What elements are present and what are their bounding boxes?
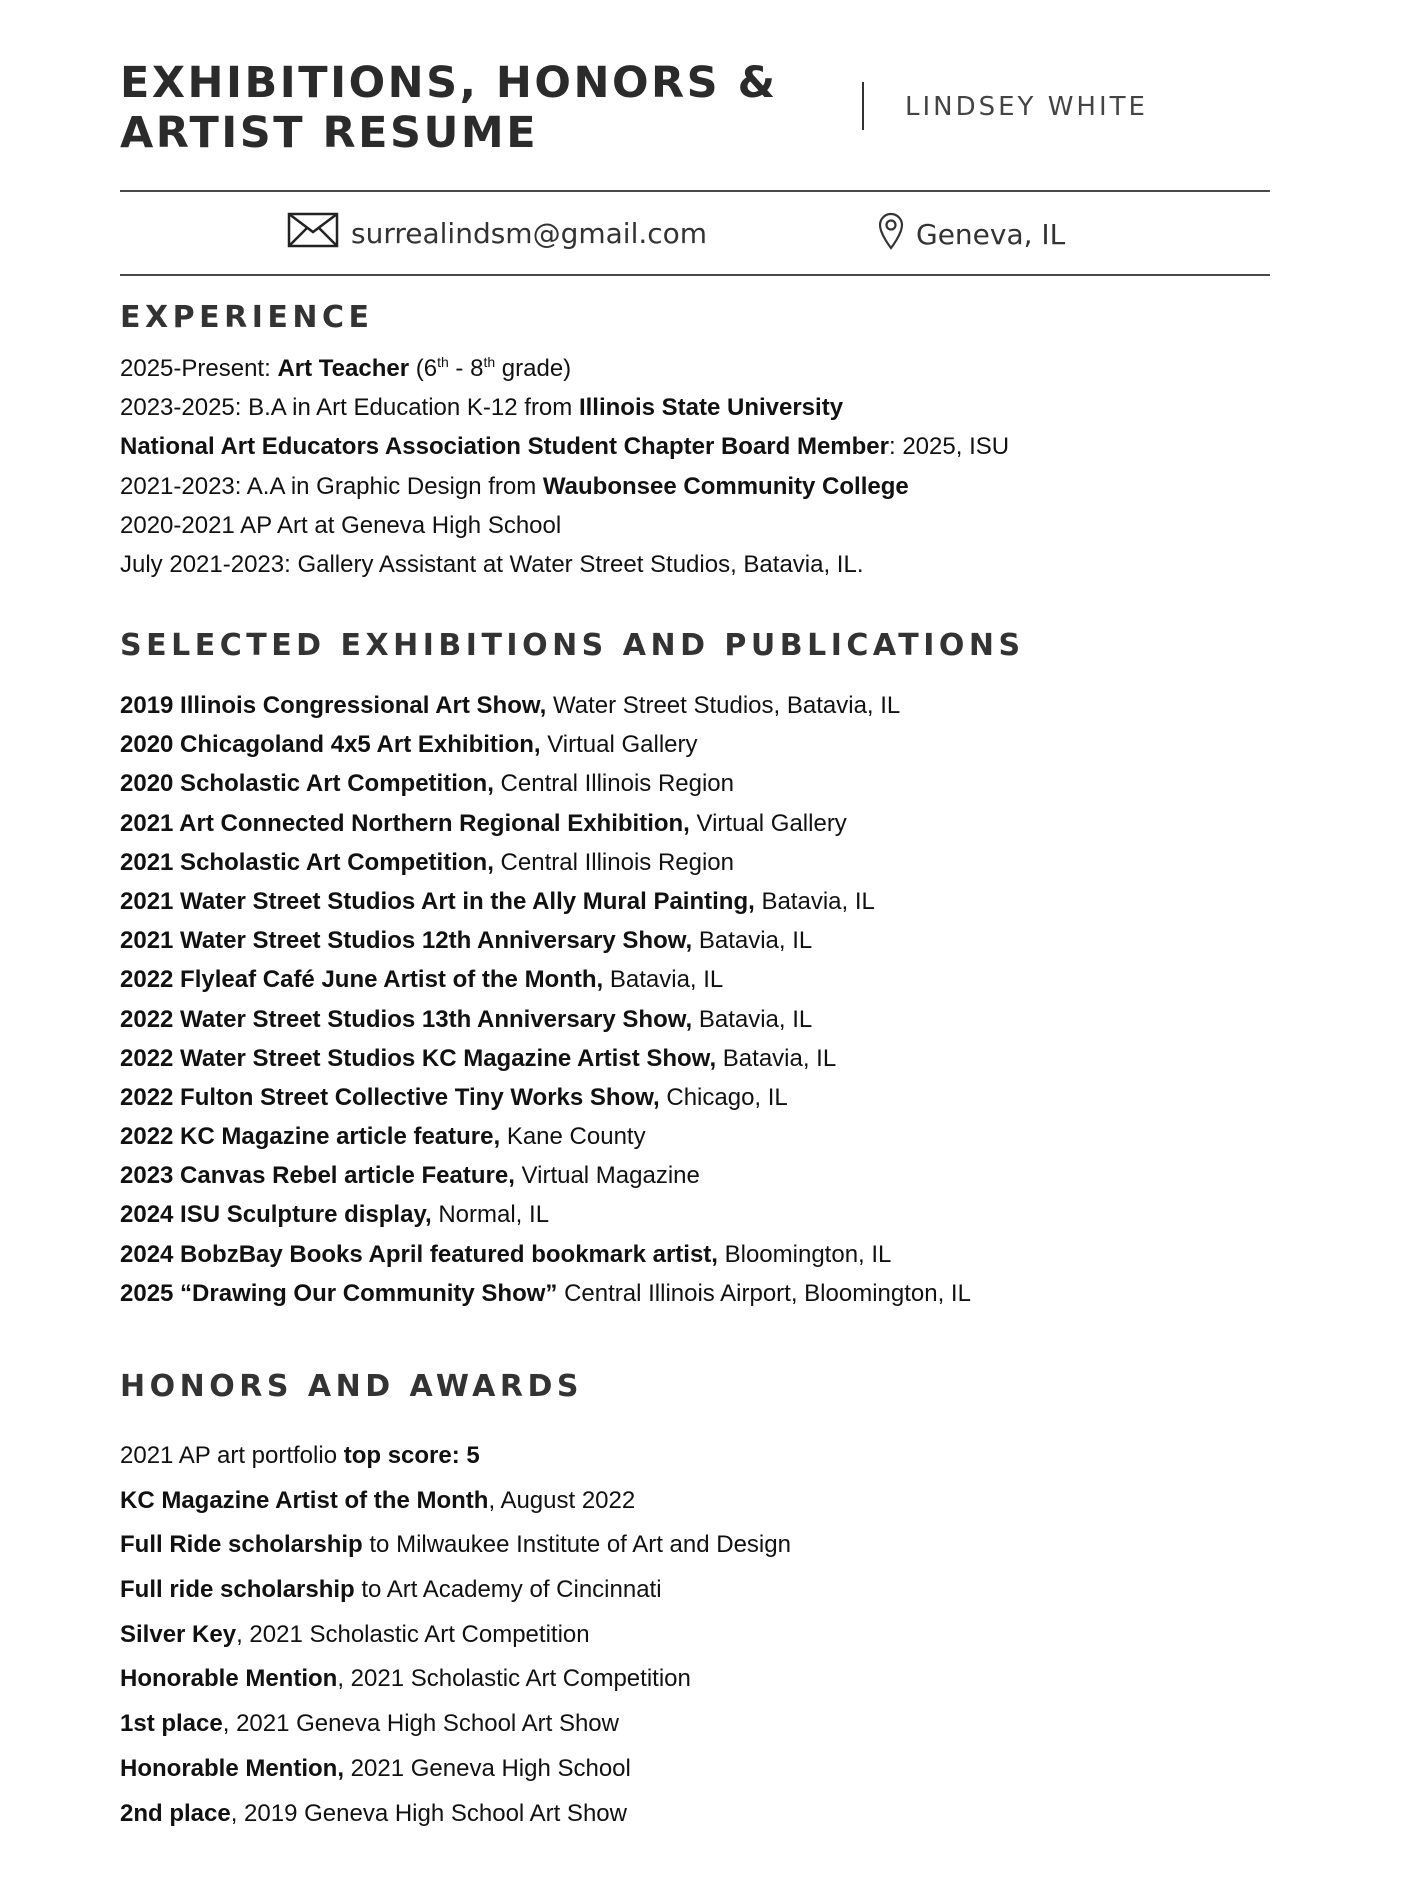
- exhibitions-heading: SELECTED EXHIBITIONS AND PUBLICATIONS: [120, 628, 1025, 663]
- list-item: 2025 “Drawing Our Community Show” Central Illinois Airport, Bloomington, IL: [120, 1279, 971, 1307]
- contact-email[interactable]: [287, 212, 707, 255]
- list-item: 2024 ISU Sculpture display, Normal, IL: [120, 1201, 550, 1229]
- list-item: 2022 Water Street Studios 13th Anniversary Show, Batavia, IL: [120, 1005, 813, 1033]
- list-item: 2020-2021 AP Art at Geneva High School: [120, 511, 562, 539]
- list-item: Full Ride scholarship to Milwaukee Institute of Art and Design: [120, 1531, 791, 1559]
- list-item: 2025-Present: Art Teacher (6th - 8th grade): [120, 354, 572, 382]
- list-item: Silver Key, 2021 Scholastic Art Competition: [120, 1620, 590, 1648]
- list-item: 2021 Water Street Studios Art in the Ally Mural Painting, Batavia, IL: [120, 887, 875, 915]
- location-text: Geneva, IL: [916, 218, 1066, 251]
- list-item: 2021-2023: A.A in Graphic Design from Waubonsee Community College: [120, 472, 909, 500]
- list-item: 2024 BobzBay Books April featured bookmark artist, Bloomington, IL: [120, 1240, 892, 1268]
- list-item: 2023 Canvas Rebel article Feature, Virtual Magazine: [120, 1162, 700, 1190]
- list-item: 2021 Scholastic Art Competition, Central Illinois Region: [120, 848, 734, 876]
- contact-top-rule: [120, 190, 1270, 192]
- list-item: 2019 Illinois Congressional Art Show, Water Street Studios, Batavia, IL: [120, 692, 901, 719]
- list-item: 2023-2025: B.A in Art Education K-12 from Illinois State University: [120, 394, 844, 422]
- email-text[interactable]: surrealindsm@gmail.com: [351, 217, 708, 250]
- title-line-2: ARTIST RESUME: [120, 108, 539, 158]
- list-item: 2nd place, 2019 Geneva High School Art Show: [120, 1799, 627, 1827]
- map-pin-icon: [878, 212, 904, 257]
- list-item: Full ride scholarship to Art Academy of Cincinnati: [120, 1576, 662, 1604]
- honors-list: [120, 1434, 791, 1836]
- list-item: 2020 Scholastic Art Competition, Central Illinois Region: [120, 770, 734, 798]
- header-divider: [862, 82, 864, 130]
- title-line-1: EXHIBITIONS, HONORS &: [120, 58, 778, 108]
- experience-heading: EXPERIENCE: [120, 300, 374, 335]
- list-item: 2021 Water Street Studios 12th Anniversary Show, Batavia, IL: [120, 927, 813, 955]
- list-item: National Art Educators Association Student Chapter Board Member: 2025, ISU: [120, 433, 1010, 461]
- honors-heading: HONORS AND AWARDS: [120, 1369, 583, 1404]
- list-item: 2020 Chicagoland 4x5 Art Exhibition, Virtual Gallery: [120, 731, 698, 759]
- list-item: KC Magazine Artist of the Month, August 2022: [120, 1486, 636, 1514]
- contact-location: [878, 212, 1065, 257]
- page-title: [120, 58, 820, 158]
- envelope-icon: [287, 212, 339, 255]
- list-item: 2021 AP art portfolio top score: 5: [120, 1442, 480, 1469]
- exhibitions-list: [120, 686, 971, 1313]
- list-item: Honorable Mention, 2021 Scholastic Art Competition: [120, 1665, 691, 1693]
- contact-bottom-rule: [120, 274, 1270, 276]
- artist-name: LINDSEY WHITE: [905, 92, 1148, 122]
- list-item: Honorable Mention, 2021 Geneva High School: [120, 1754, 631, 1782]
- list-item: July 2021-2023: Gallery Assistant at Water Street Studios, Batavia, IL.: [120, 550, 864, 578]
- list-item: 2022 Flyleaf Café June Artist of the Month, Batavia, IL: [120, 966, 724, 994]
- list-item: 2021 Art Connected Northern Regional Exhibition, Virtual Gallery: [120, 809, 847, 837]
- list-item: 2022 Fulton Street Collective Tiny Works Show, Chicago, IL: [120, 1083, 788, 1111]
- list-item: 2022 Water Street Studios KC Magazine Artist Show, Batavia, IL: [120, 1044, 837, 1072]
- list-item: 1st place, 2021 Geneva High School Art Show: [120, 1710, 619, 1738]
- experience-list: [120, 349, 1009, 584]
- list-item: 2022 KC Magazine article feature, Kane County: [120, 1123, 646, 1151]
